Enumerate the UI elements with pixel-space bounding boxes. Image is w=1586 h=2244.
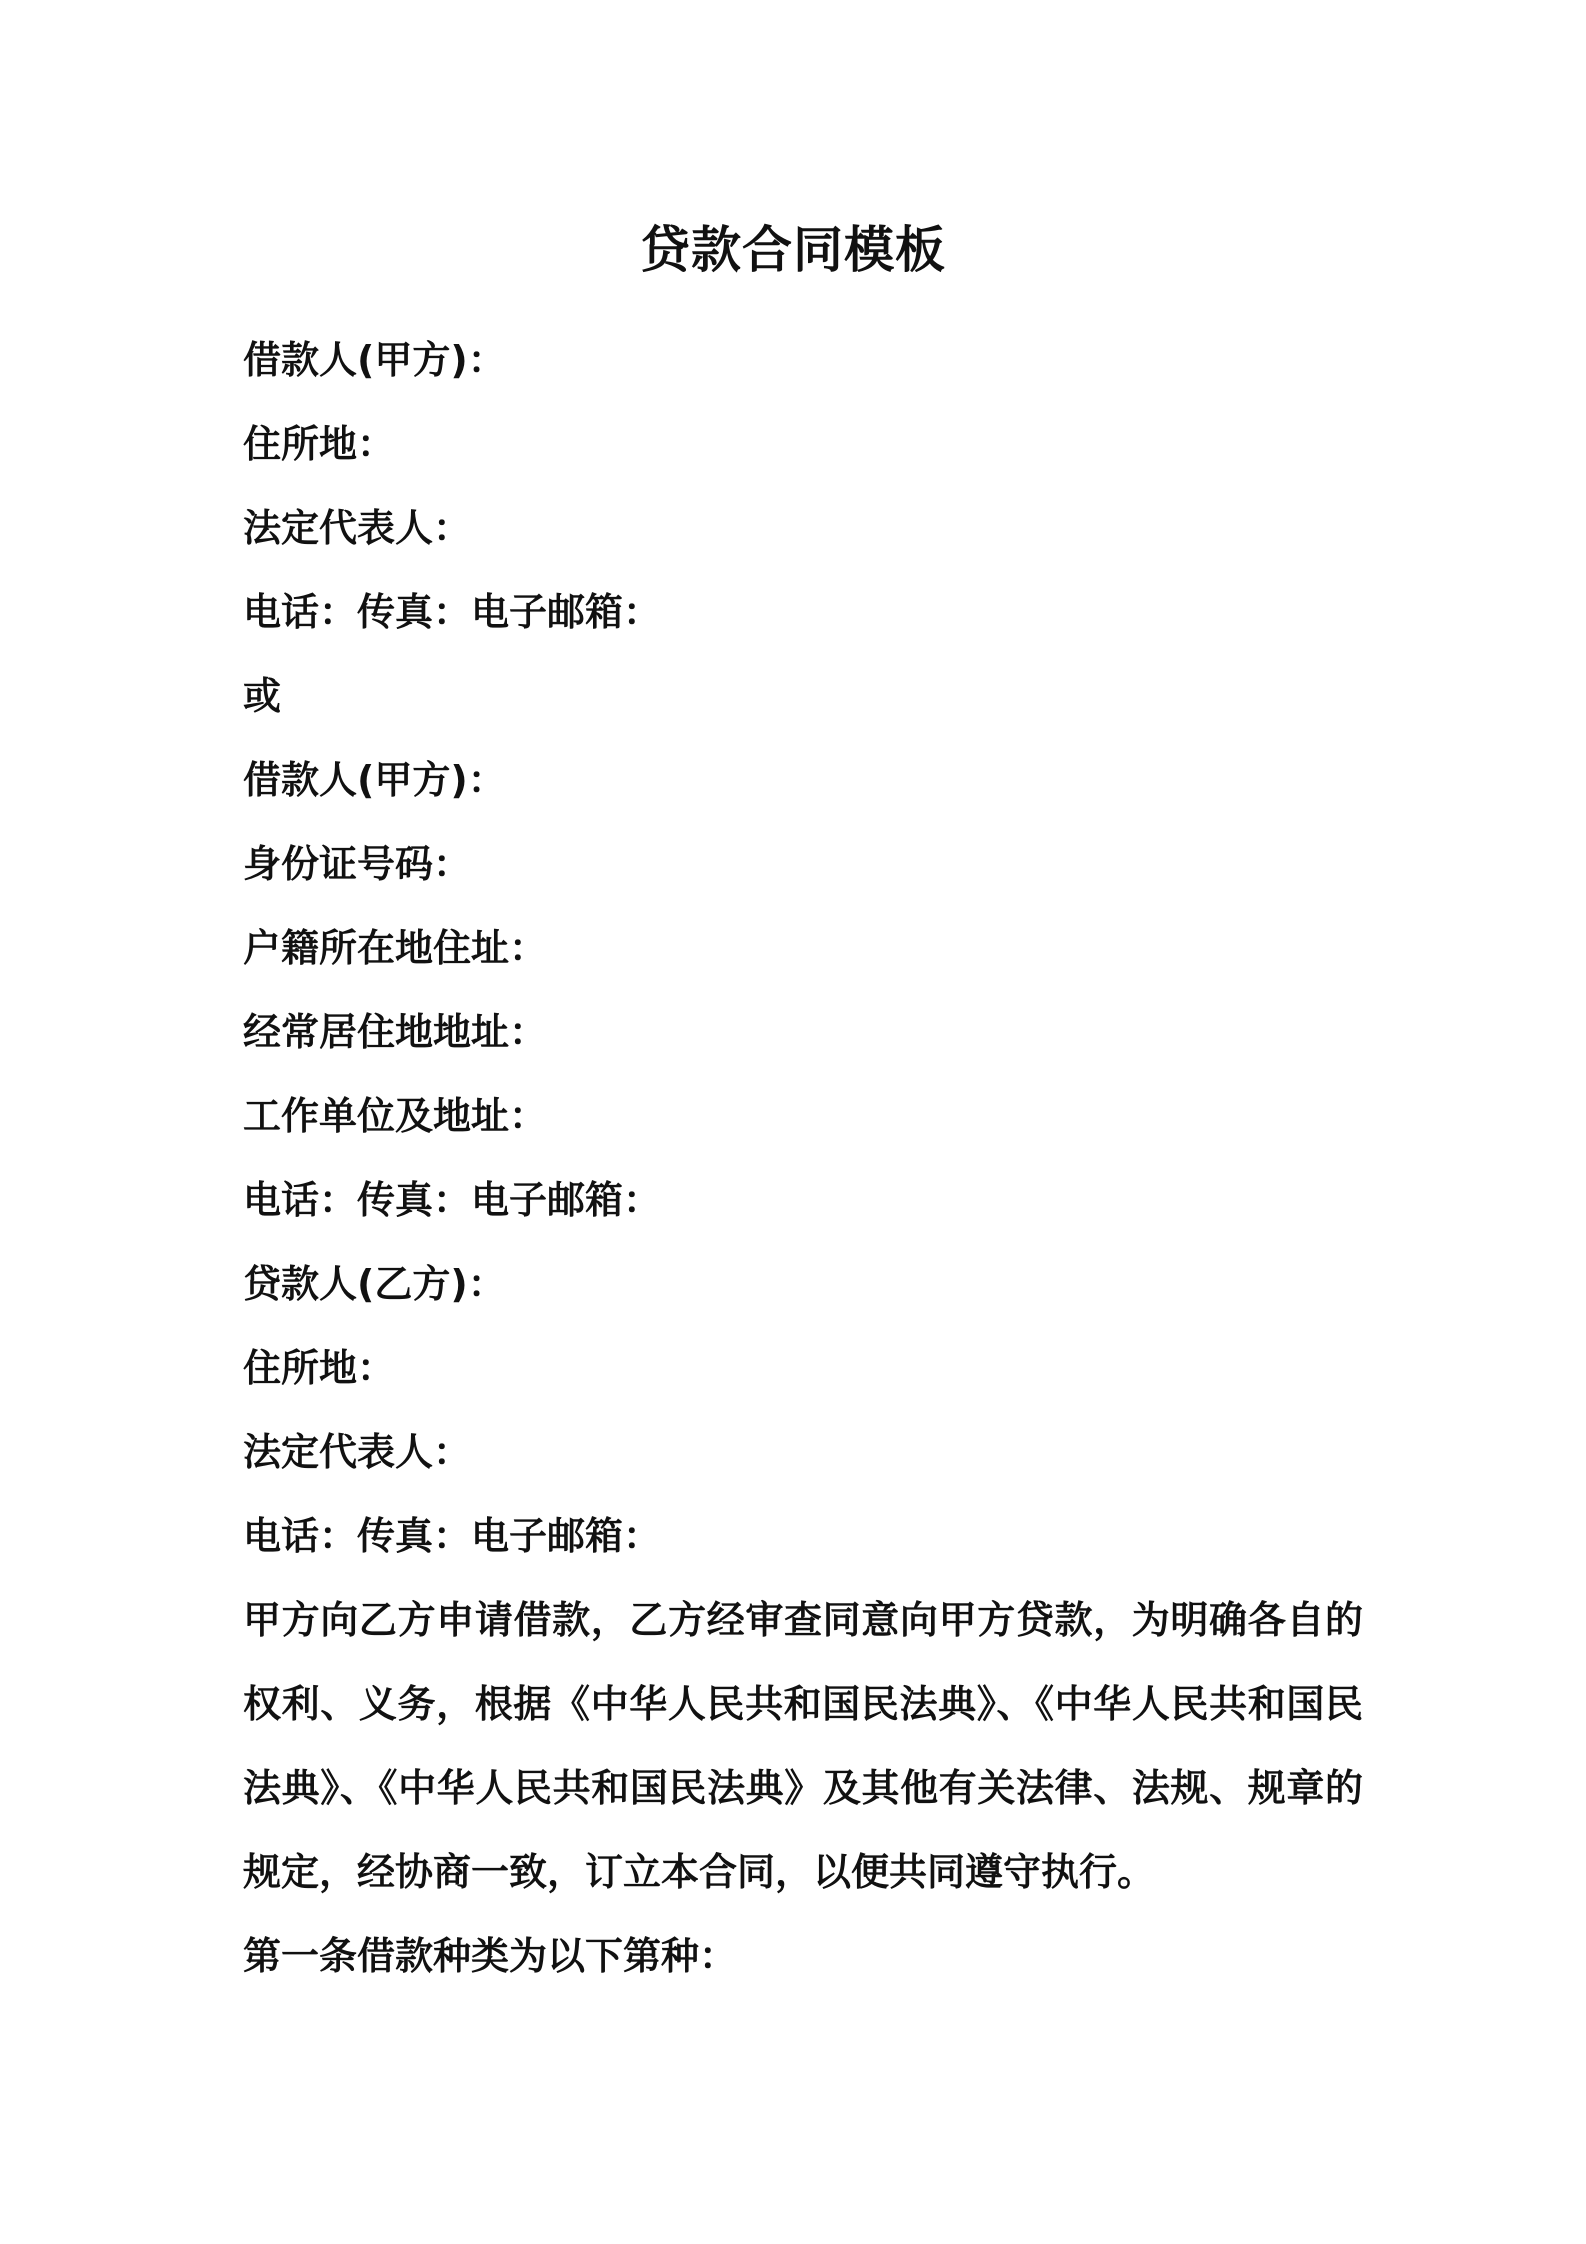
party-a-company-contact: 电话：传真：电子邮箱：	[243, 590, 662, 634]
document-body	[243, 318, 1363, 1998]
party-a-person-borrower: 借款人(甲方)：	[243, 758, 506, 802]
party-b-contact: 电话：传真：电子邮箱：	[243, 1514, 662, 1558]
party-b-address: 住所地：	[243, 1346, 396, 1390]
party-a-company-address: 住所地：	[243, 422, 396, 466]
party-a-person-id-number: 身份证号码：	[243, 842, 472, 886]
document-title: 贷款合同模板	[640, 221, 946, 279]
party-a-person-work-unit: 工作单位及地址：	[243, 1094, 548, 1138]
preamble-paragraph: 甲方向乙方申请借款，乙方经审查同意向甲方贷款，为明确各自的权利、义务，根据《中华人民共和国民法典》、《中华人民共和国民法典》、《中华人民共和国民法典》及其他有关法律、法规、规章的规定，经协商一致，订立本合同，以便共同遵守执行。	[243, 1598, 1363, 1894]
party-b-lender: 贷款人(乙方)：	[243, 1262, 506, 1306]
party-a-company-legal-rep: 法定代表人：	[243, 506, 472, 550]
party-a-person-household-address: 户籍所在地住址：	[243, 926, 548, 970]
or-separator: 或	[243, 674, 282, 718]
party-b-legal-rep: 法定代表人：	[243, 1430, 472, 1474]
party-a-person-contact: 电话：传真：电子邮箱：	[243, 1178, 662, 1222]
party-a-person-residence-address: 经常居住地地址：	[243, 1010, 548, 1054]
article-1: 第一条借款种类为以下第种：	[243, 1934, 738, 1978]
party-a-company-borrower: 借款人(甲方)：	[243, 338, 506, 382]
